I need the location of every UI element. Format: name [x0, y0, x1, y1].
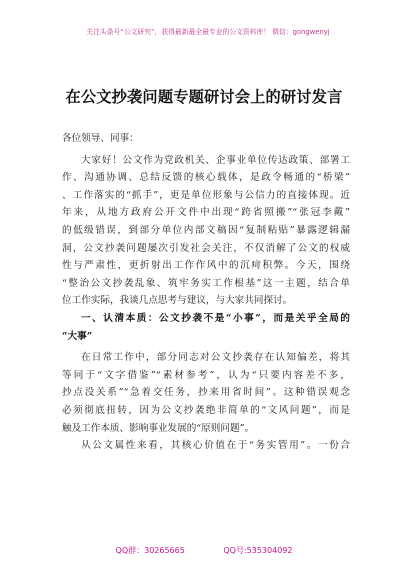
document-title: 在公文抄袭问题专题研讨会上的研讨发言 — [65, 88, 343, 106]
paragraph-line: 性与严肃性，更折射出工作作风中的沉疴积弊。今天，围绕 — [62, 260, 350, 272]
section-heading-1 — [62, 310, 350, 345]
greeting-line: 各位领导、同事： — [62, 133, 139, 144]
paragraph-line: 年来，从地方政府公开文件中出现“跨省照搬”“张冠李戴” — [62, 207, 350, 219]
promo-banner: 关注头条号“公文研究”，获得最新最全最专业的公文资料库！ 微信：gongwenyj — [86, 28, 330, 36]
paragraph-line: 等同于“文字借鉴”“素材参考”，认为“只要内容差不多， — [62, 369, 350, 381]
paragraph-line: 、工作落实的“抓手”，更是单位形象与公信力的直接体现。近 — [62, 189, 350, 201]
paragraph-opening — [62, 152, 350, 310]
paragraph-line: 位工作实际，我谈几点思考与建议，与大家共同探讨。 — [62, 295, 293, 307]
paragraph-line: 触及工作本质、影响事业发展的“原则问题”。 — [62, 422, 255, 434]
contact-footer — [0, 545, 408, 556]
paragraph-line: 必须彻底扭转，因为公文抄袭绝非简单的“文风问题”，而是 — [62, 404, 350, 416]
heading-line: 一、认清本质：公文抄袭不是“小事”，而是关乎全局的 — [81, 312, 350, 324]
qq-group-text: QQ群：30265665 — [115, 546, 185, 555]
paragraph-line: 作、沟通协调、总结反馈的核心载体，是政令畅通的“桥梁” — [62, 172, 350, 184]
paragraph-line: 抄点没关系”“急着交任务，抄来用省时间”。这种错误观念 — [62, 387, 350, 399]
qq-number-text: QQ号:535304092 — [223, 546, 293, 555]
paragraph-line: 大家好！公文作为党政机关、企事业单位传达政策、部署工 — [81, 154, 350, 166]
paragraph-line: 在日常工作中，部分同志对公文抄袭存在认知偏差，将其 — [81, 352, 350, 364]
paragraph-section-1 — [62, 349, 350, 437]
paragraph-line: 洞，公文抄袭问题屡次引发社会关注，不仅消解了公文的权威 — [62, 242, 350, 254]
document-body — [62, 124, 350, 455]
paragraph-section-2 — [62, 437, 350, 455]
paragraph-line: “整治公文抄袭乱象、筑牢务实工作根基”这一主题，结合单 — [62, 277, 350, 289]
heading-line: “大事” — [62, 330, 93, 342]
paragraph-line: 的低级错误，到部分单位内部文稿因“复制粘贴”暴露逻辑漏 — [62, 224, 350, 236]
paragraph-line: 从公文属性来看，其核心价值在于“务实管用”。一份合 — [81, 440, 350, 452]
